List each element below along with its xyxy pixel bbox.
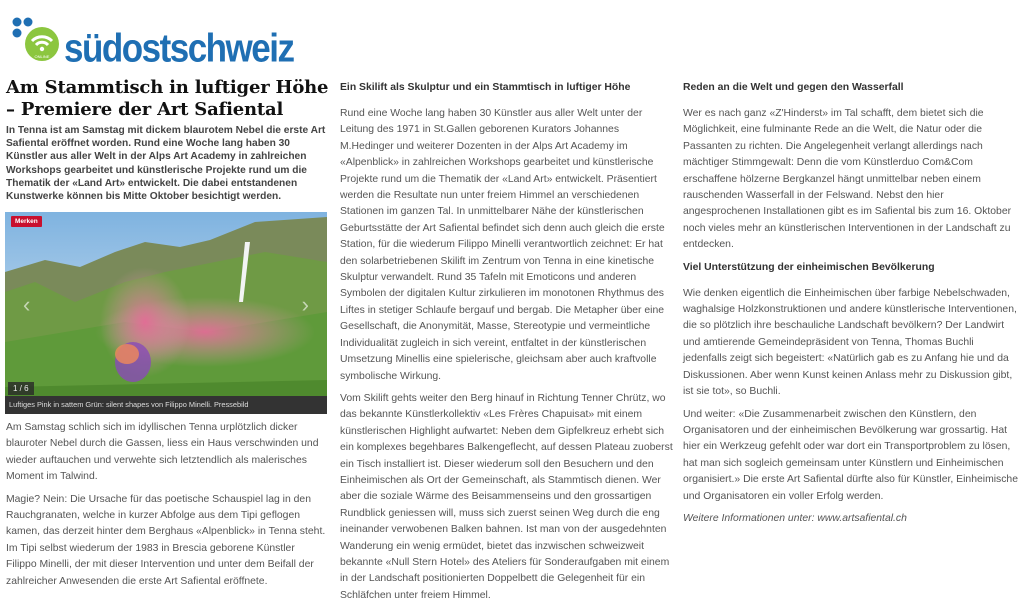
wifi-logo-icon — [8, 14, 64, 64]
previous-image-arrow-icon[interactable]: ‹ — [23, 292, 31, 317]
article-lead: In Tenna ist am Samstag mit dickem blaurotem Nebel die erste Art Safiental eröffnet worden. Rund eine Woche lang haben 30 Künstler aus aller Welt in der Alps Art Academy in zahlreichen Workshops gearbeitet und künstlerische Projekte rund um die Thematik der «Land Art» entwickelt. Die dabei entstandenen Kunstwerke können bis Mitte Oktober besichtigt werden. — [6, 125, 326, 203]
gallery-photo — [5, 212, 327, 396]
paragraph: Und weiter: «Die Zusammenarbeit zwischen den Künstlern, den Organisatoren und der einheimischen Bevölkerung war grossartig. Hat hier ein Werkzeug gefehlt oder war dort ein Transportproblem zu lösen, hat man sich sogleich gemeinsam unter Künstlern und Einheimischen organisiert.» Die erste Art Safiental dürfte also für Künstler, Einheimische und Organisatoren ein voller Erfolg werden. — [683, 408, 1018, 502]
paragraph: Wie denken eigentlich die Einheimischen über farbige Nebelschwaden, waghalsige Holzkonstruktionen und andere künstlerische Interventionen, die so plötzlich ihre beschauliche Landschaft bevölkern? Der Landwirt und amtierende Gemeindepräsident von Tenna, Thomas Buchli jedenfalls zeigt sich begeistert: «Natürlich gab es zu Anfang hie und da Diskussionen. Aber wenn Kunst keinen Anlass mehr zu Diskussion gibt, ist sie tot», so Buchli. — [683, 287, 1017, 398]
section-heading: Viel Unterstützung der einheimischen Bevölkerung — [683, 261, 935, 273]
article-column-2 — [340, 80, 675, 610]
gallery-counter: 1 / 6 — [8, 382, 34, 395]
more-info-link[interactable]: Weitere Informationen unter: www.artsafiental.ch — [683, 512, 907, 524]
logo-badge: ONLINE — [34, 54, 50, 59]
image-gallery[interactable] — [5, 212, 327, 414]
section-heading: Reden an die Welt und gegen den Wasserfall — [683, 82, 904, 93]
site-logo[interactable] — [8, 14, 294, 71]
image-caption: Luftiges Pink in sattem Grün: silent shapes von Filippo Minelli. Pressebild — [5, 396, 327, 414]
paragraph: Wer es nach ganz «Z'Hinderst» im Tal schafft, dem bietet sich die Möglichkeit, eine fulminante Rede an die Welt, die Natur oder die Passanten zu richten. Die Angelegenheit verlangt allerdings nach mächtiger Stimmgewalt: Denn die vom Künstlerduo Com&Com erschaffene hölzerne Bergkanzel hängt unmittelbar neben einem rauschenden Wasserfall in der Felswand. Nebst den hier angesprochenen Installationen gibt es im Safiental bis zum 16. Oktober noch vieles mehr an künstlerischen Interventionen in der Landschaft zu entdecken. — [683, 108, 1012, 251]
article-column-1 — [6, 420, 328, 596]
section-heading: Ein Skilift als Skulptur und ein Stammtisch in luftiger Höhe — [340, 82, 631, 93]
paragraph: Rund eine Woche lang haben 30 Künstler aus aller Welt unter der Leitung des 1971 in St.Gallen geborenen Kurators Johannes M.Hedinger und weiterer Dozenten in der Alps Art Academy im «Alpenblick» in zahlreichen Workshops gearbeitet und künstlerische Projekte rund um die Thematik der «Land Art» entwickelt. Präsentiert werden die Resultate nun unter freiem Himmel an verschiedenen Stationen im ganzen Tal. In unmittelbarer Nähe der künstlerischen Geburtsstätte der Art Safiental befindet sich denn auch gleich die erste Station, für die wiederum Filippo Minelli verantwortlich zeichnet: Er hat den solarbetriebenen Skilift im Zentrum von Tenna in eine kinetische Skulptur verwandelt. Rund 35 Tafeln mit Emoticons und anderen Symbolen der digitalen Kultur zirkulieren im monotonen Rhythmus des Liftes in stetiger Schlaufe bergauf und bergab. Die Metapher über eine Gesellschaft, die Anonymität, Masse, Stereotypie und vermeintliche Individualität zugleich in sich vereint, entfaltet in der künstlerischen Umsetzung Minellis eine spielerische, gleichsam aber auch kraftvolle symbolische Wirkung. — [340, 108, 665, 382]
article-title: Am Stammtisch in luftiger Höhe – Premiere der Art Safiental — [6, 77, 329, 120]
logo-text: südostschweiz — [64, 25, 294, 71]
paragraph: Vom Skilift gehts weiter den Berg hinauf in Richtung Tenner Chrütz, wo das bekannte Künstlerkollektiv «Les Frères Chapuisat» mit einem künstlerischen Highlight aufwartet: Neben dem Gipfelkreuz erhebt sich ein komplexes begehbares Balkengeflecht, auf dessen Plateau zuoberst ein Tisch installiert ist. Dieser wiederum soll den Besuchern und den Einheimischen als Ort der Gemeinschaft, als Stammtisch dienen. Wer aber die soziale Wärme des Beisammenseins und den grossartigen Rundblick geniessen will, muss sich zuerst seinen Weg durch die eng ineinander verwobenen Balken bahnen. Ist man von der ausgedehnten Wanderung ein wenig ermüdet, bietet das inzwischen schweizweit bekannte «Null Stern Hotel» des Ateliers für Sonderaufgaben mit einem in der Landschaft positionierten Doppelbett die Gelegenheit für ein Schläfchen unter freiem Himmel. — [340, 392, 673, 601]
paragraph: Am Samstag schlich sich im idyllischen Tenna urplötzlich dicker blauroter Nebel durch die Gassen, liess ein Haus verschwinden und wieder auftauchen und verwehte sich letztendlich als malerisches Moment im Talwind. — [6, 422, 319, 483]
paragraph: Magie? Nein: Die Ursache für das poetische Schauspiel lag in den Rauchgranaten, welche in kurzer Abfolge aus dem Tipi geflogen kamen, das derzeit hinter dem Berghaus «Alpenblick» in Tenna steht. Im Tipi selbst wiederum der 1983 in Brescia geborene Künstler Filippo Minelli, der mit dieser Intervention und unter dem Beifall der zahlreicher Anwesenden die erste Art Safiental eröffnete. — [6, 493, 326, 587]
article-column-3 — [683, 80, 1019, 533]
bookmark-button[interactable]: Merken — [11, 216, 42, 227]
next-image-arrow-icon[interactable]: › — [301, 292, 309, 317]
